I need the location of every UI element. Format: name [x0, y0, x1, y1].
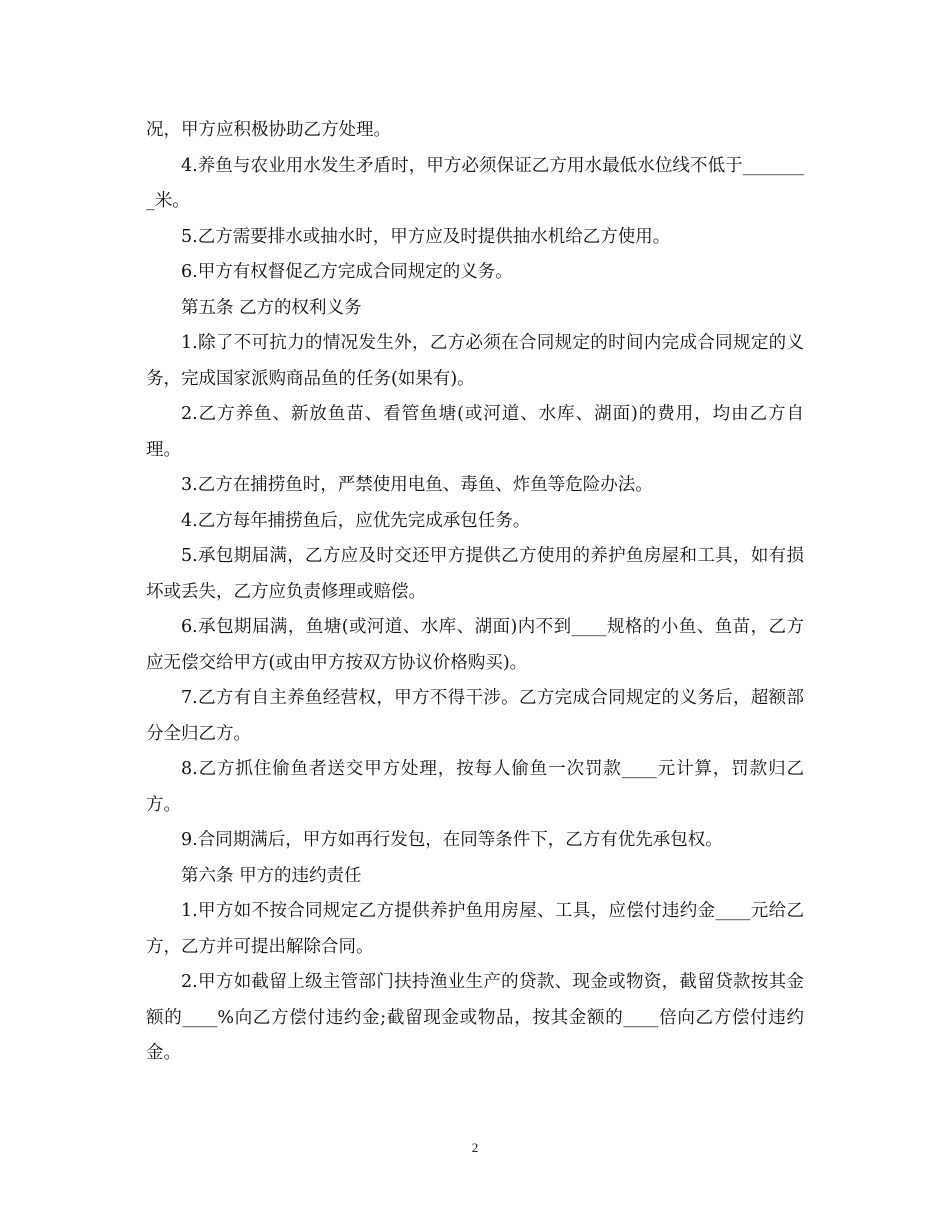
section-heading-article-5: 第五条 乙方的权利义务 — [181, 297, 362, 318]
paragraph-clause-5-pump: 5.乙方需要排水或抽水时，甲方应及时提供抽水机给乙方使用。 — [181, 226, 671, 247]
paragraph-clause-6-supervise: 6.甲方有权督促乙方完成合同规定的义务。 — [181, 262, 513, 282]
paragraph-article5-item-4: 4.乙方每年捕捞鱼后，应优先完成承包任务。 — [181, 510, 531, 531]
paragraph-article5-item-8: 8.乙方抓住偷鱼者送交甲方处理，按每人偷鱼一次罚款____元计算，罚款归乙方。 — [146, 759, 804, 815]
paragraph-article6-item-1: 1.甲方如不按合同规定乙方提供养护鱼用房屋、工具，应偿付违约金____元给乙方，乙方并可提出解除合同。 — [146, 901, 804, 957]
paragraph-article5-item-5: 5.承包期届满，乙方应及时交还甲方提供乙方使用的养护鱼房屋和工具，如有损坏或丢失，乙方应负责修理或赔偿。 — [146, 546, 804, 602]
paragraph-article5-item-6: 6.承包期届满，鱼塘(或河道、水库、湖面)内不到____规格的小鱼、鱼苗，乙方应无偿交给甲方(或由甲方按双方协议价格购买)。 — [146, 617, 804, 673]
paragraph-continuation: 况，甲方应积极协助乙方处理。 — [146, 120, 391, 140]
paragraph-article5-item-2: 2.乙方养鱼、新放鱼苗、看管鱼塘(或河道、水库、湖面)的费用，均由乙方自理。 — [146, 404, 804, 460]
paragraph-clause-4-water-level: 4.养鱼与农业用水发生矛盾时，甲方必须保证乙方用水最低水位线不低于________米。 — [146, 155, 804, 211]
section-heading-article-6: 第六条 甲方的违约责任 — [181, 865, 362, 886]
paragraph-article5-item-9: 9.合同期满后，甲方如再行发包，在同等条件下，乙方有优先承包权。 — [181, 830, 723, 850]
page-number: 2 — [471, 1140, 479, 1155]
paragraph-article5-item-7: 7.乙方有自主养鱼经营权，甲方不得干涉。乙方完成合同规定的义务后，超额部分全归乙方。 — [146, 688, 804, 744]
paragraph-article5-item-3: 3.乙方在捕捞鱼时，严禁使用电鱼、毒鱼、炸鱼等危险办法。 — [181, 475, 653, 495]
paragraph-article5-item-1: 1.除了不可抗力的情况发生外，乙方必须在合同规定的时间内完成合同规定的义务，完成国家派购商品鱼的任务(如果有)。 — [146, 333, 804, 389]
paragraph-article6-item-2: 2.甲方如截留上级主管部门扶持渔业生产的贷款、现金或物资，截留贷款按其金额的____%向乙方偿付违约金;截留现金或物品，按其金额的____倍向乙方偿付违约金。 — [146, 972, 804, 1063]
document-body — [146, 113, 804, 1072]
